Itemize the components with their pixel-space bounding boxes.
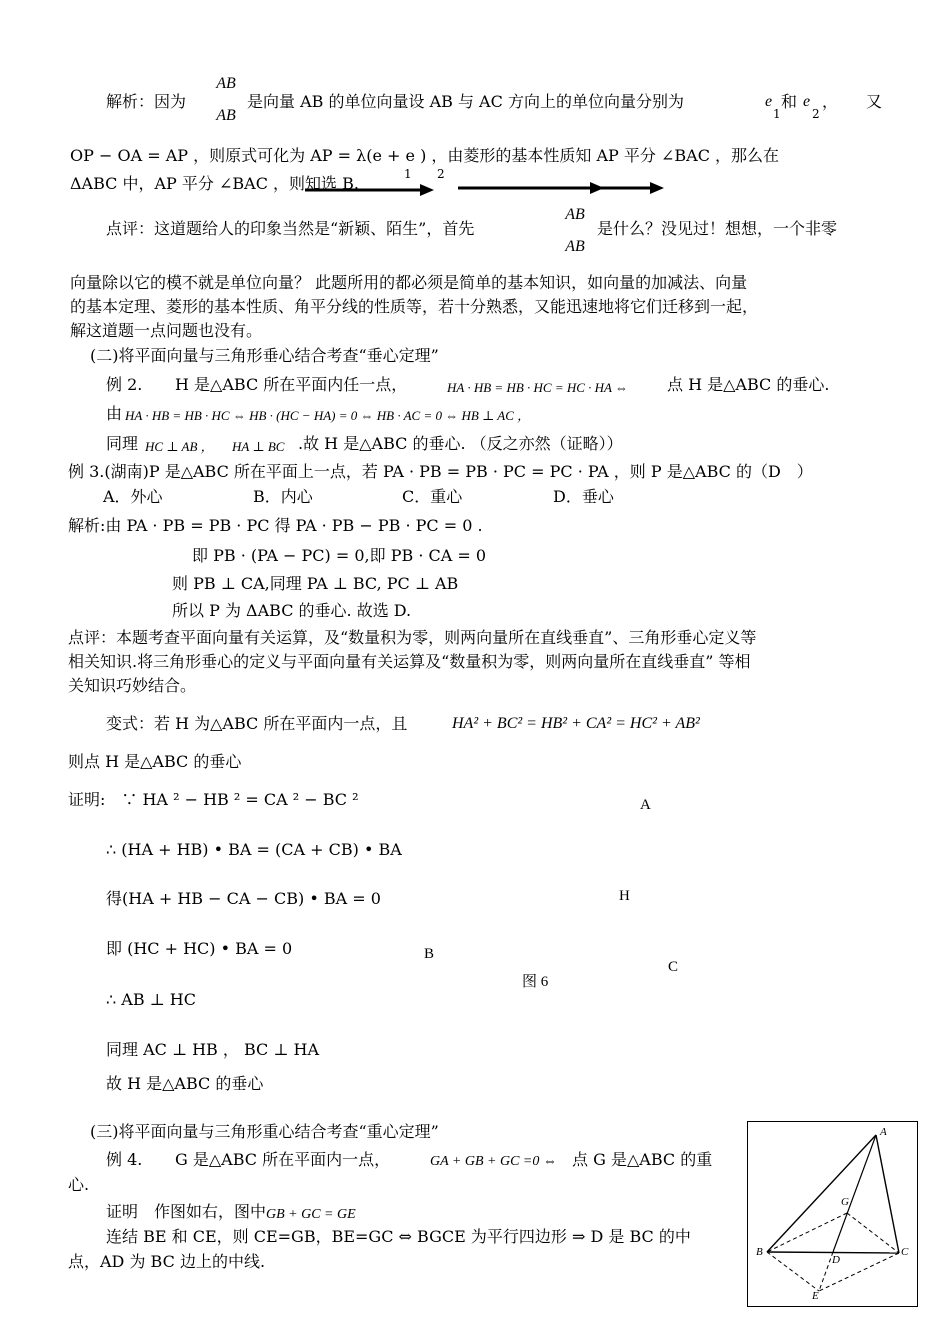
similarly-conclusion: .故 H 是△ABC 的垂心. （反之亦然（证略））: [298, 434, 623, 453]
option-c: C．重心: [402, 487, 463, 506]
derivation-formula: HA · HB = HB · HC ⇔ HB · (HC − HA) = 0 ⇔ HB · AC = 0 ⇔ HB ⊥ AC ，: [125, 408, 531, 423]
section2-heading: (二)将平面向量与三角形垂心结合考查“垂心定理”: [90, 346, 439, 365]
fraction-numerator: AB: [565, 206, 585, 223]
example2-label: 例 2.: [106, 375, 143, 394]
diagram-label-b: B: [756, 1246, 763, 1258]
comment-line4: 解这道题一点问题也没有。: [70, 321, 263, 340]
solution-line2: 即 PB · (PA − PC) = 0,即 PB · CA = 0: [192, 546, 487, 565]
variant-claim: 则点 H 是△ABC 的垂心: [68, 752, 242, 771]
proof-step-1: 证明: ∵ HA ² − HB ² = CA ² − BC ²: [68, 790, 359, 809]
example4-statement: G 是△ABC 所在平面内一点，: [175, 1150, 391, 1169]
example4-formula: GA + GB + GC =0 ⇔: [430, 1154, 557, 1169]
analysis-line2-sub2: 2: [437, 167, 445, 181]
comment-line1-pre: 点评：这道题给人的印象当然是“新颖、陌生”，首先: [106, 219, 475, 238]
example4-conclusion: 点 G 是△ABC 的重: [572, 1150, 713, 1169]
arrow-head-1: [420, 184, 434, 196]
fraction-denominator: AB: [565, 238, 585, 255]
example3-statement: 例 3.(湖南)P 是△ABC 所在平面上一点，若 PA · PB = PB · PC = PC · PA ，则 P 是△ABC 的（D ）: [68, 462, 813, 481]
e2-symbol: e: [803, 93, 811, 110]
e1-subscript: 1: [773, 107, 781, 121]
figure6-label-c: C: [668, 959, 679, 975]
proof-step-2: ∴ (HA + HB) • BA = (CA + CB) • BA: [106, 840, 402, 859]
proof-step-4: 即 (HC + HC) • BA = 0: [106, 939, 293, 958]
analysis-intro: 解析：因为: [106, 92, 187, 111]
similarly-formula-1: HC ⊥ AB ，: [145, 439, 214, 454]
unit-vector-fraction-2: [560, 205, 590, 257]
variant-equation: HA² + BC² = HB² + CA² = HC² + AB²: [452, 715, 700, 732]
example4-conclusion-end: 心.: [68, 1175, 90, 1194]
segment-gc: [847, 1213, 899, 1253]
option-a: A．外心: [103, 487, 163, 506]
analysis-line1-text: 是向量 AB 的单位向量设 AB 与 AC 方向上的单位向量分别为: [247, 92, 684, 111]
diagram-label-d: D: [832, 1254, 840, 1266]
diagram-label-a: A: [880, 1126, 887, 1138]
comma: ，: [822, 92, 839, 111]
e2-subscript: 2: [812, 107, 820, 121]
comment-line3: 的基本定理、菱形的基本性质、角平分线的性质等，若十分熟悉，又能迅速地将它们迁移到一起，: [70, 297, 759, 316]
proof-step-6: 同理 AC ⊥ HB ， BC ⊥ HA: [106, 1040, 320, 1059]
arrow-head-2: [590, 182, 604, 194]
unit-vector-fraction-1: [211, 74, 241, 126]
centroid-proof-formula: GB + GC = GE: [266, 1207, 356, 1222]
proof-step-5: ∴ AB ⊥ HC: [106, 990, 196, 1009]
derivation-you: 由: [106, 404, 123, 423]
proof-step-7: 故 H 是△ABC 的垂心: [106, 1074, 264, 1093]
example4-label: 例 4.: [106, 1150, 143, 1169]
centroid-diagram-svg: [748, 1122, 917, 1306]
and-word: 和: [781, 92, 798, 111]
review-line1: 点评：本题考查平面向量有关运算，及“数量积为零，则两向量所在直线垂直”、三角形垂心定义等: [68, 628, 757, 647]
analysis-line2-sub1: 1: [404, 167, 412, 181]
solution-line1: 解析:由 PA · PB = PB · PC 得 PA · PB − PB · PC = 0 .: [68, 516, 483, 535]
median-ad: [833, 1135, 876, 1252]
fraction-denominator: AB: [216, 107, 236, 124]
solution-line4: 所以 P 为 ΔABC 的垂心. 故选 D.: [172, 601, 412, 620]
centroid-proof-line3: 连结 BE 和 CE，则 CE=GB，BE=GC ⇔ BGCE 为平行四边形 ⇒ D 是 BC 的中: [106, 1227, 691, 1246]
e1-symbol: e: [765, 93, 773, 110]
centroid-proof-line4: 点，AD 为 BC 边上的中线.: [68, 1252, 266, 1271]
diagram-label-e: E: [812, 1290, 819, 1302]
segment-be: [767, 1252, 819, 1291]
fraction-numerator: AB: [216, 75, 236, 92]
edge-ac: [876, 1135, 899, 1253]
centroid-proof-intro: 证明 作图如右，图中: [106, 1202, 267, 1221]
variant-line: 变式：若 H 为△ABC 所在平面内一点，且: [106, 714, 408, 733]
segment-ce: [819, 1253, 899, 1291]
solution-line3: 则 PB ⊥ CA,同理 PA ⊥ BC, PC ⊥ AB: [172, 574, 459, 593]
comment-line2: 向量除以它的模不就是单位向量？ 此题所用的都必须是简单的基本知识，如向量的加减法、向量: [70, 273, 748, 292]
proof-step-3: 得(HA + HB − CA − CB) • BA = 0: [106, 889, 381, 908]
segment-de: [819, 1252, 833, 1291]
figure6-label-h: H: [619, 888, 630, 904]
review-line3: 关知识巧妙结合。: [68, 676, 197, 695]
centroid-diagram: [747, 1121, 918, 1307]
figure6-label-b: B: [424, 946, 435, 962]
figure6-label-a: A: [640, 797, 651, 813]
edge-ab: [767, 1135, 876, 1252]
option-d: D．垂心: [553, 487, 614, 506]
diagram-label-g: G: [841, 1196, 849, 1208]
analysis-line2: OP − OA = AP ，则原式可化为 AP = λ(e + e ) ，由菱形的基本性质知 AP 平分 ∠BAC ，那么在: [70, 146, 780, 165]
example2-conclusion: 点 H 是△ABC 的垂心.: [667, 375, 830, 394]
comment-line1-post: 是什么？没见过！想想，一个非零: [597, 219, 838, 238]
similarly-label: 同理: [106, 434, 139, 453]
you-word: 又: [866, 92, 883, 111]
option-b: B．内心: [253, 487, 313, 506]
figure6-caption: 图 6: [522, 974, 549, 990]
diagram-label-c: C: [901, 1246, 909, 1258]
example2-statement: H 是△ABC 所在平面内任一点，: [175, 375, 408, 394]
analysis-line3: ΔABC 中，AP 平分 ∠BAC ，则知选 B.: [70, 174, 359, 193]
section3-heading: (三)将平面向量与三角形重心结合考查“重心定理”: [90, 1122, 439, 1141]
review-line2: 相关知识.将三角形垂心的定义与平面向量有关运算及“数量积为零，则两向量所在直线垂直” 等相: [68, 652, 751, 671]
similarly-formula-2: HA ⊥ BC: [232, 439, 285, 454]
arrow-head-3: [650, 182, 664, 194]
example2-formula: HA · HB = HB · HC = HC · HA ⇔: [447, 380, 629, 395]
